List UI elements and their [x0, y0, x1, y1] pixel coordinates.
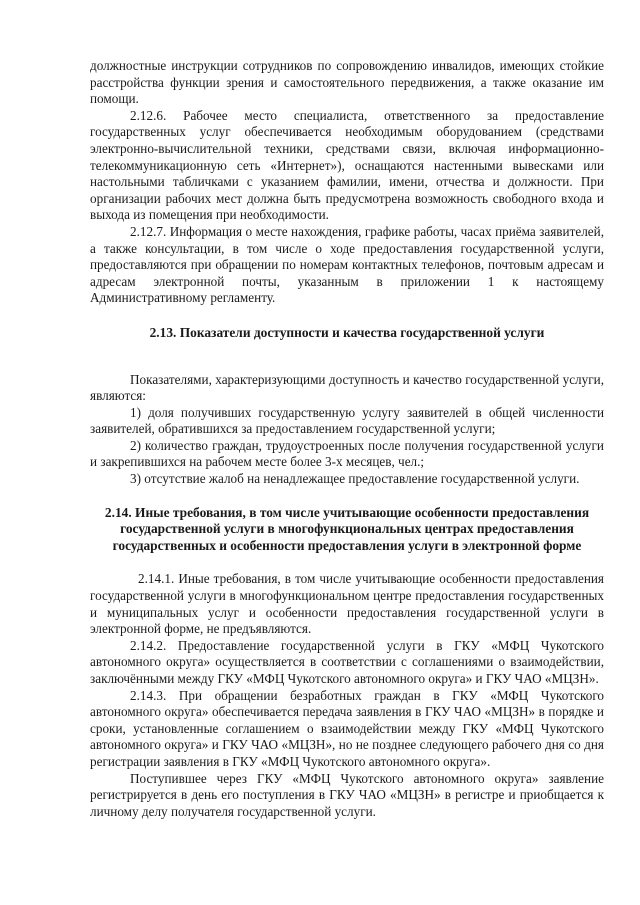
paragraph-2-14-2: 2.14.2. Предоставление государственной услуги в ГКУ «МФЦ Чукотского автономного округа» осуществляется в соответствии с соглашениями о взаимодействии, заключёнными между ГКУ «МФЦ Чукотского автономного округа» и ГКУ ЧАО «МЦЗН».: [90, 637, 604, 686]
section-heading-2-14: 2.14. Иные требования, в том числе учитывающие особенности предоставления государственной услуги в многофункциональных центрах предоставления государственных и особенности предоставления услуги в электронной форме: [104, 504, 590, 553]
list-item-1: 1) доля получивших государственную услугу заявителей в общей численности заявителей, обратившихся за предоставлением государственной услуги;: [90, 404, 604, 437]
paragraph-2-14-1: 2.14.1. Иные требования, в том числе учитывающие особенности предоставления государственной услуги в многофункциональном центре предоставления государственных и муниципальных услуг и особенности предоставления государственной услуги в электронной форме, не предъявляются.: [90, 571, 604, 637]
paragraph-continued: должностные инструкции сотрудников по сопровождению инвалидов, имеющих стойкие расстройства функции зрения и самостоятельного передвижения, а также оказание им помощи.: [90, 58, 604, 107]
list-item-2: 2) количество граждан, трудоустроенных после получения государственной услуги и закрепившихся на рабочем месте более 3-х месяцев, чел.;: [90, 437, 604, 470]
paragraph-2-14-3: 2.14.3. При обращении безработных граждан в ГКУ «МФЦ Чукотского автономного округа» обеспечивается передача заявления в ГКУ ЧАО «МЦЗН» в порядке и сроки, установленные соглашением о взаимодействии между ГКУ «МФЦ Чукотского автономного округа» и ГКУ ЧАО «МЦЗН», но не позднее следующего рабочего дня со дня регистрации заявления в ГКУ «МФЦ Чукотского автономного округа».: [90, 687, 604, 769]
paragraph-registration: Поступившее через ГКУ «МФЦ Чукотского автономного округа» заявление регистрируется в день его поступления в ГКУ ЧАО «МЦЗН» в регистре и приобщается к личному делу получателя государственной услуги.: [90, 770, 604, 819]
paragraph-2-12-6: 2.12.6. Рабочее место специалиста, ответственного за предоставление государственных услуг обеспечивается необходимым оборудованием (средствами электронно-вычислительной техники, средствами связи, включая информационно-телекоммуникационную сеть «Интернет»), оснащаются настенными вывесками или настольными табличками с указанием фамилии, имени, отчества и должности. При организации рабочих мест должна быть предусмотрена возможность свободного входа и выхода из помещения при необходимости.: [90, 107, 604, 223]
document-page: [90, 58, 604, 820]
section-heading-2-13: 2.13. Показатели доступности и качества государственной услуги: [149, 324, 545, 340]
paragraph-2-12-7: 2.12.7. Информация о месте нахождения, графике работы, часах приёма заявителей, а также консультации, в том числе о ходе предоставления государственной услуги, предоставляются при обращении по номерам контактных телефонов, почтовым адресам и адресам электронной почты, указанным в приложении 1 к настоящему Административному регламенту.: [90, 223, 604, 306]
paragraph-indicators-intro: Показателями, характеризующими доступность и качество государственной услуги, являются:: [90, 371, 604, 404]
list-item-3: 3) отсутствие жалоб на ненадлежащее предоставление государственной услуги.: [130, 471, 580, 487]
